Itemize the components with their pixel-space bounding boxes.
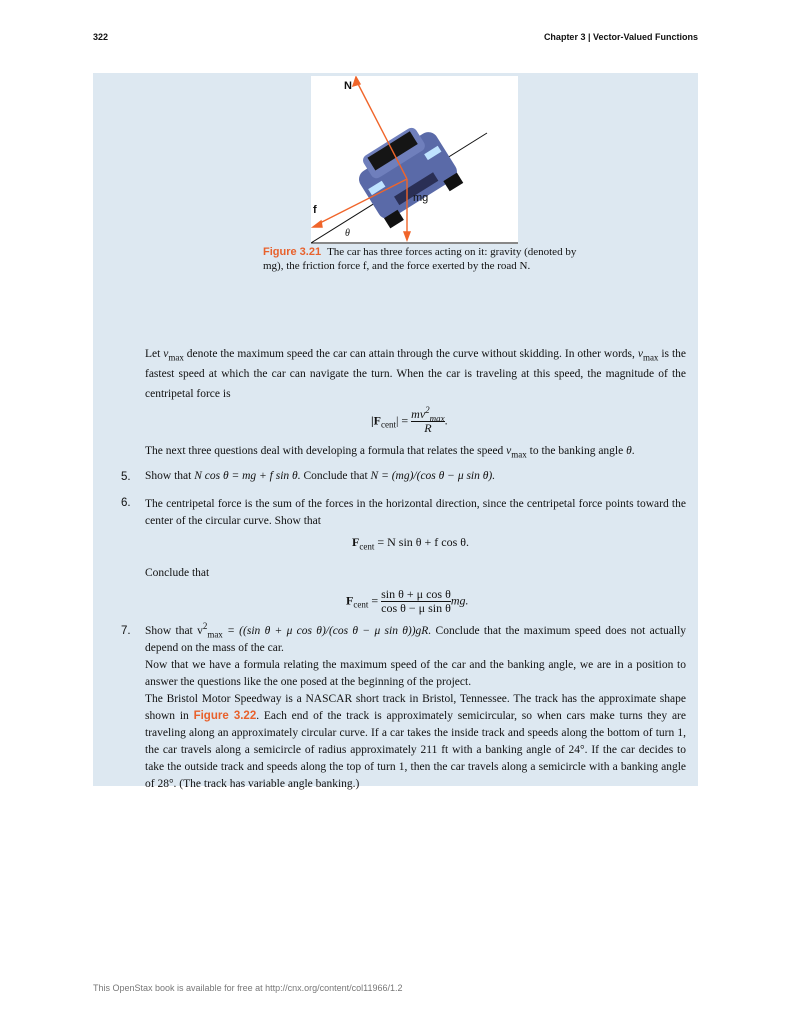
text: denote the maximum speed the car can attain through the curve without skidding. In other words, — [183, 348, 638, 360]
text: . Each end of the track is approximately semicircular, so when cars make turns they are traveling along an approximately circular curve. If a car takes the inside track and speeds along the bottom of turn 1, the car travels along a semicircle of radius approximately 211 ft with a banking angle of 24°. If the car decides to take the outside track and speeds along the top of turn 1, then the car travels along a semicircle with a banking angle of 28°. (The track has variable angle banking.) — [145, 710, 686, 790]
text: Conclude that the maximum speed does not actually depend on the mass of the car. — [145, 625, 687, 654]
paragraph-vmax — [145, 344, 686, 404]
math-sup: 2 — [425, 405, 430, 415]
math: = ((sin θ + μ cos θ)/(cos θ − μ sin θ))gR. — [222, 625, 432, 637]
math-v: v — [506, 445, 512, 457]
text: Conclude that — [300, 470, 371, 482]
label-mg: mg — [413, 192, 429, 204]
math: | = — [395, 413, 409, 428]
exercise-7 — [121, 621, 687, 657]
label-N: N — [344, 80, 352, 92]
math-sub: max — [642, 352, 659, 363]
fraction — [411, 405, 445, 435]
chapter-title: Chapter 3 | Vector-Valued Functions — [543, 32, 698, 42]
math-num: sin θ + μ cos θ — [381, 587, 451, 601]
text: is the fastest speed at which the car can navigate the turn. When the car is traveling at this speed, the magnitude of the centripetal force is — [145, 348, 686, 400]
paragraph-bristol — [145, 691, 686, 793]
text: Show that — [145, 470, 195, 482]
label-f: f — [313, 204, 317, 216]
paragraph-intro — [145, 445, 686, 460]
math-theta: θ — [626, 445, 632, 457]
label-theta: θ — [345, 228, 350, 239]
item-number: 6. — [121, 497, 131, 509]
footer: This OpenStax book is available for free at http://cnx.org/content/col11966/1.2 — [93, 983, 403, 993]
equation-fcent-fraction — [346, 588, 469, 615]
text: The Bristol Motor Speedway is a NASCAR short track in Bristol, Tennessee. The track has the approximate shape shown in — [145, 693, 686, 722]
math: |F — [371, 413, 381, 428]
lower-text-flow — [121, 623, 686, 793]
math: F — [352, 535, 360, 549]
paragraph-transition: Now that we have a formula relating the maximum speed of the car and the banking angle, we are in a position to answer the questions like the one posed at the beginning of the project. — [145, 659, 686, 688]
item-number: 7. — [121, 625, 131, 637]
equation-centripetal — [371, 405, 448, 435]
math-sub: max — [511, 449, 527, 460]
math: . — [444, 413, 448, 428]
math: F — [346, 593, 354, 608]
math-v: v — [163, 348, 169, 360]
math-sub: cent — [353, 599, 369, 610]
figure-3-22-link[interactable]: Figure 3.22 — [193, 710, 257, 722]
math-sub: max — [207, 629, 223, 640]
exercise-6: The centripetal force is the sum of the forces in the horizontal direction, since the centripetal force points toward the center of the circular curve. Show that — [145, 498, 686, 527]
math: mv — [411, 407, 426, 421]
text: . — [631, 445, 635, 457]
conclude-text: Conclude that — [145, 567, 210, 579]
math-sub: max — [168, 352, 184, 363]
text: The next three questions deal with developing a formula that relates the speed — [145, 445, 507, 457]
item-number: 5. — [121, 471, 131, 483]
banked-car-diagram — [311, 76, 518, 244]
caption-text: The car has three forces acting on it: gravity (denoted by mg), the friction force f, and the force exerted by the road N. — [263, 246, 577, 272]
math-sup: 2 — [202, 621, 208, 632]
math: = — [368, 593, 379, 608]
figure-caption — [263, 245, 583, 273]
math-sub: max — [429, 413, 445, 424]
math-v: v — [197, 625, 203, 637]
text: Show that — [145, 625, 198, 637]
math-sub: cent — [380, 419, 396, 430]
math: N cos θ = mg + f sin θ. — [194, 470, 301, 482]
text: to the banking angle — [526, 445, 627, 457]
fraction — [381, 588, 451, 615]
math: mg. — [450, 593, 469, 608]
equation-fcent — [352, 535, 469, 550]
page-number: 322 — [93, 32, 109, 42]
math-sub: cent — [359, 541, 375, 552]
text: Let — [145, 348, 164, 360]
math-den: cos θ − μ sin θ — [381, 601, 451, 615]
exercise-5 — [145, 470, 686, 482]
math: = N sin θ + f cos θ. — [374, 535, 470, 549]
figure-3-21 — [311, 76, 518, 244]
figure-label: Figure 3.21 — [263, 246, 322, 258]
math-v: v — [637, 348, 643, 360]
math-den: R — [411, 421, 445, 435]
math: N = (mg)/(cos θ − μ sin θ). — [370, 470, 496, 482]
